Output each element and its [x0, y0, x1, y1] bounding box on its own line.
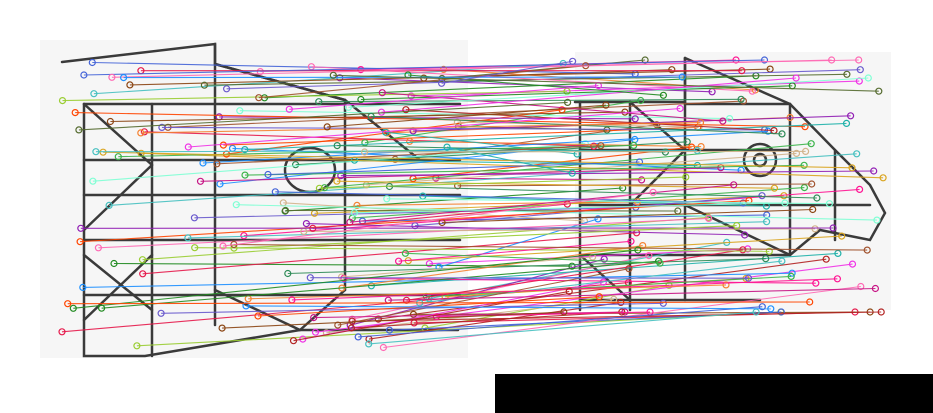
left-diag-2 [84, 165, 152, 230]
match-line [204, 74, 847, 85]
right-top-line [685, 58, 790, 104]
match-line [143, 217, 709, 259]
black-bar [495, 374, 933, 413]
match-line [365, 151, 806, 152]
match-line [342, 257, 593, 277]
left-circle [285, 148, 335, 192]
match-line [98, 218, 708, 247]
match-line [310, 278, 748, 279]
match-line [382, 93, 723, 121]
